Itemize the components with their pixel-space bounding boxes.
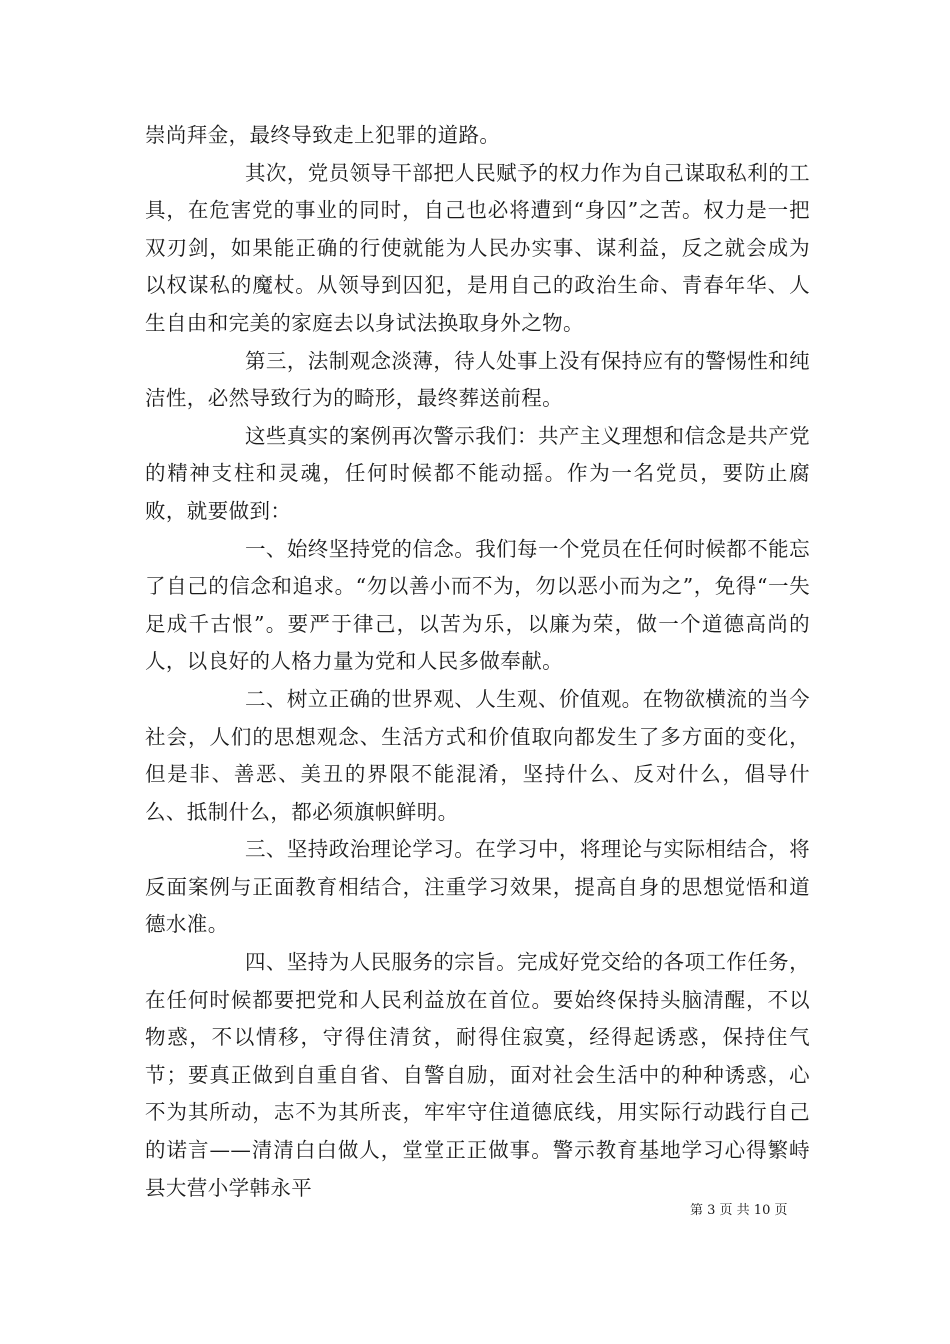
- paragraph-continuation: 崇尚拜金，最终导致走上犯罪的道路。: [145, 123, 501, 147]
- paragraph-second-point: 其次，党员领导干部把人民赋予的权力作为自己谋取私利的工具，在危害党的事业的同时，自己也必将遭到“身囚”之苦。权力是一把双刃剑，如果能正确的行使就能为人民办实事、谋利益，反之就会成为以权谋私的魔杖。从领导到囚犯，是用自己的政治生命、青春年华、人生自由和完美的家庭去以身试法换取身外之物。: [145, 160, 810, 335]
- paragraph-item-two: 二、树立正确的世界观、人生观、价值观。在物欲横流的当今社会，人们的思想观念、生活方式和价值取向都发生了多方面的变化，但是非、善恶、美丑的界限不能混淆，坚持什么、反对什么，倡导什么、抵制什么，都必须旗帜鲜明。: [145, 686, 810, 824]
- paragraph-warning: 这些真实的案例再次警示我们：共产主义理想和信念是共产党的精神支柱和灵魂，任何时候都不能动摇。作为一名党员，要防止腐败，就要做到：: [145, 423, 810, 523]
- document-body: [145, 117, 810, 1207]
- page-number-footer: 第 3 页 共 10 页: [690, 1203, 788, 1218]
- paragraph-item-four: 四、坚持为人民服务的宗旨。完成好党交给的各项工作任务，在任何时候都要把党和人民利益放在首位。要始终保持头脑清醒，不以物惑，不以情移，守得住清贫，耐得住寂寞，经得起诱惑，保持住气节；要真正做到自重自省、自警自励，面对社会生活中的种种诱惑，心不为其所动，志不为其所丧，牢牢守住道德底线，用实际行动践行自己的诺言——清清白白做人，堂堂正正做事。警示教育基地学习心得繁峙县大营小学韩永平: [145, 950, 810, 1200]
- paragraph-item-three: 三、坚持政治理论学习。在学习中，将理论与实际相结合，将反面案例与正面教育相结合，注重学习效果，提高自身的思想觉悟和道德水准。: [145, 837, 810, 937]
- paragraph-third-point: 第三，法制观念淡薄，待人处事上没有保持应有的警惕性和纯洁性，必然导致行为的畸形，最终葬送前程。: [145, 348, 810, 411]
- paragraph-item-one: 一、始终坚持党的信念。我们每一个党员在任何时候都不能忘了自己的信念和追求。“勿以善小而不为，勿以恶小而为之”，免得“一失足成千古恨”。要严于律己，以苦为乐，以廉为荣，做一个道德高尚的人，以良好的人格力量为党和人民多做奉献。: [145, 536, 810, 674]
